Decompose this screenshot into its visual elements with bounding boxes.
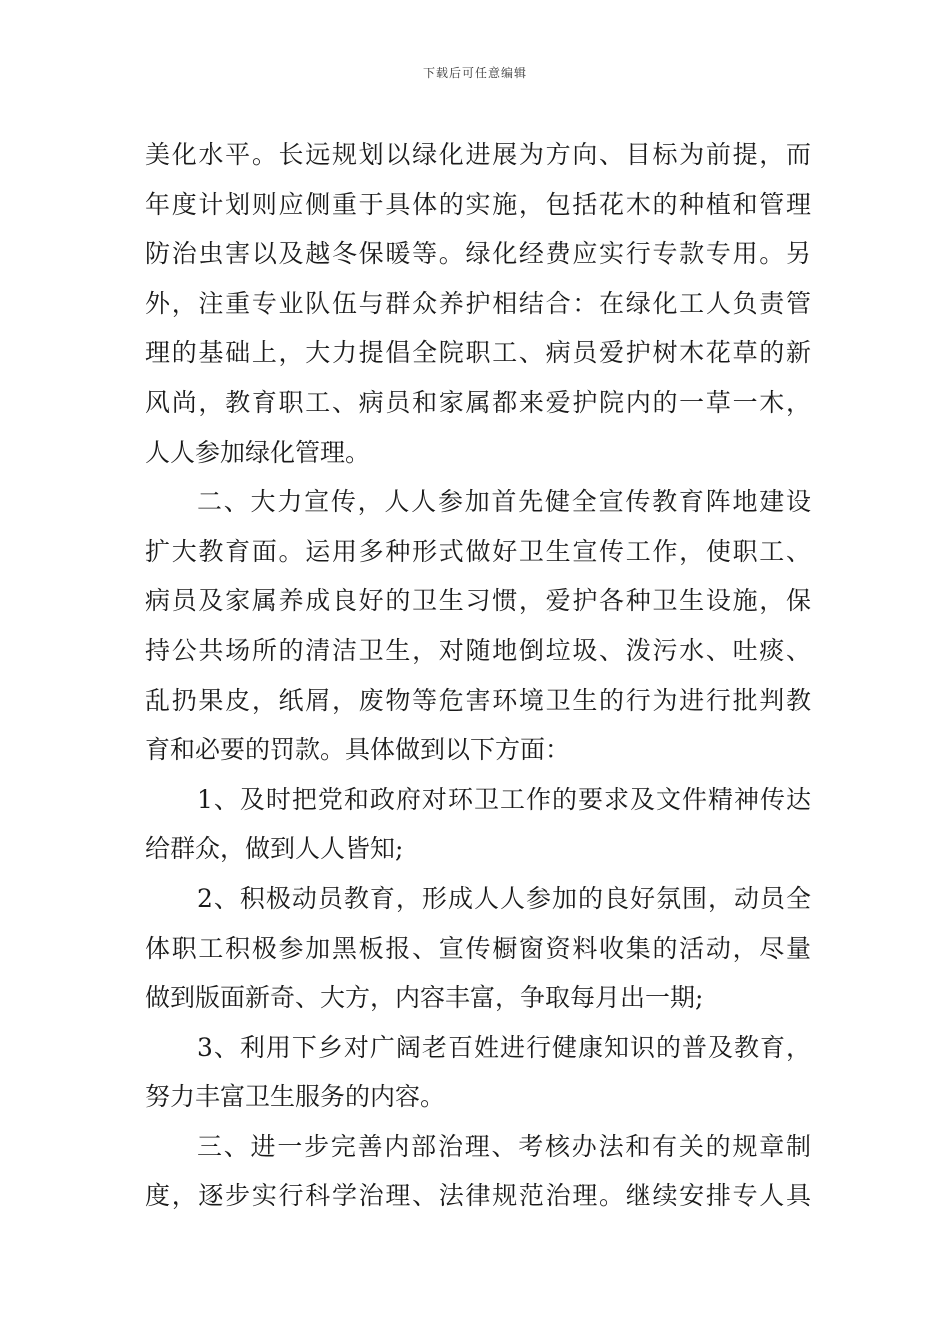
text-line-21: 三、进一步完善内部治理、考核办法和有关的规章制 [197, 1131, 811, 1161]
text-line-7: 人人参加绿化管理。 [145, 437, 371, 467]
text-line-9: 扩大教育面。运用多种形式做好卫生宣传工作，使职工、 [145, 536, 811, 566]
text-line-6: 风尚，教育职工、病员和家属都来爱护院内的一草一木， [145, 387, 811, 417]
text-line-15: 给群众，做到人人皆知; [145, 834, 404, 864]
text-line-4: 外，注重专业队伍与群众养护相结合：在绿化工人负责管 [145, 288, 811, 318]
text-line-12: 乱扔果皮，纸屑，废物等危害环境卫生的行为进行批判教 [145, 685, 811, 715]
text-line-2: 年度计划则应侧重于具体的实施，包括花木的种植和管理 [145, 189, 811, 219]
document-body [145, 130, 811, 1221]
text-line-19: 3、利用下乡对广阔老百姓进行健康知识的普及教育， [197, 1032, 811, 1062]
page-header-note: 下载后可任意编辑 [422, 66, 527, 80]
text-line-13: 育和必要的罚款。具体做到以下方面： [145, 735, 571, 765]
text-line-11: 持公共场所的清洁卫生，对随地倒垃圾、泼污水、吐痰、 [145, 635, 811, 665]
text-line-10: 病员及家属养成良好的卫生习惯，爱护各种卫生设施，保 [145, 586, 811, 616]
text-line-1: 美化水平。长远规划以绿化进展为方向、目标为前提，而 [145, 140, 811, 169]
text-line-20: 努力丰富卫生服务的内容。 [145, 1082, 446, 1112]
text-line-3: 防治虫害以及越冬保暖等。绿化经费应实行专款专用。另 [145, 239, 811, 269]
text-line-5: 理的基础上，大力提倡全院职工、病员爱护树木花草的新 [145, 338, 811, 368]
text-line-17: 体职工积极参加黑板报、宣传橱窗资料收集的活动，尽量 [145, 933, 811, 963]
text-line-8: 二、大力宣传，人人参加首先健全宣传教育阵地建设 [197, 487, 811, 517]
text-line-18: 做到版面新奇、大方，内容丰富，争取每月出一期; [145, 983, 704, 1013]
text-line-16: 2、积极动员教育，形成人人参加的良好氛围，动员全 [197, 883, 811, 913]
text-line-22: 度，逐步实行科学治理、法律规范治理。继续安排专人具 [145, 1181, 811, 1211]
text-line-14: 1、及时把党和政府对环卫工作的要求及文件精神传达 [197, 784, 811, 814]
